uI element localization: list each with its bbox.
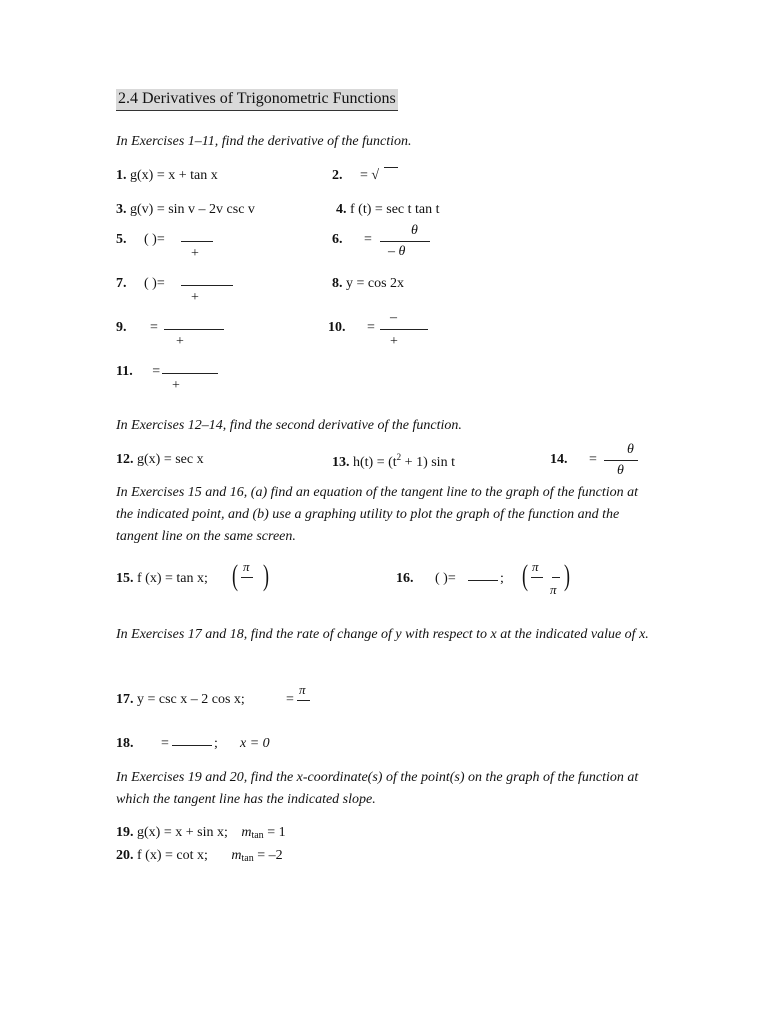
exercise-number: 1. <box>116 168 127 183</box>
exercise-8 <box>332 277 404 291</box>
fraction-denominator: + <box>390 334 398 349</box>
exercise-lhs: = <box>589 452 597 467</box>
exercise-lhs: = <box>152 364 161 379</box>
exercise-number: 11. <box>116 364 133 379</box>
fraction-denominator: + <box>191 290 199 305</box>
instruction-2: In Exercises 12–14, find the second derivative of the function. <box>116 418 462 433</box>
semicolon: ; <box>214 736 218 751</box>
right-paren: ) <box>564 559 570 592</box>
semicolon: ; <box>500 571 504 586</box>
exercise-3 <box>116 203 255 217</box>
exercise-6 <box>332 233 372 247</box>
fraction-numerator: θ <box>411 223 418 238</box>
radical-overline <box>384 167 398 168</box>
exercise-number: 10. <box>328 320 346 335</box>
fraction-numerator: – <box>390 310 397 325</box>
fraction-bar <box>380 241 430 242</box>
exercise-expression: g(x) = sec x <box>137 452 204 467</box>
exercise-number: 14. <box>550 452 568 467</box>
exercise-expression-b: + 1) sin t <box>401 455 455 470</box>
exercise-1 <box>116 169 218 183</box>
exercise-number: 20. <box>116 848 134 863</box>
exercise-number: 9. <box>116 320 127 335</box>
exercise-expression: g(x) = x + sin x; <box>137 825 228 840</box>
exercise-5 <box>116 233 165 247</box>
exercise-7 <box>116 277 165 291</box>
pi-denominator: π <box>550 582 557 597</box>
fraction-denominator: + <box>191 246 199 261</box>
pi-numerator: π <box>299 682 306 697</box>
exercise-15 <box>116 572 208 586</box>
exercise-lhs: = <box>150 320 158 335</box>
slope-value: = 1 <box>263 825 286 840</box>
slope-subscript: tan <box>251 830 264 841</box>
exercise-13 <box>332 453 455 470</box>
exercise-20 <box>116 849 283 864</box>
equals-sign: = <box>286 692 294 707</box>
x-value: x = 0 <box>240 736 270 751</box>
exercise-number: 3. <box>116 202 127 217</box>
fraction-bar <box>164 329 224 330</box>
instruction-1: In Exercises 1–11, find the derivative of the function. <box>116 134 412 149</box>
fraction-bar <box>380 329 428 330</box>
exercise-lhs: ( )= <box>144 232 165 247</box>
fraction-bar <box>531 577 543 578</box>
exercise-number: 5. <box>116 232 127 247</box>
exercise-expression: f (x) = cot x; <box>137 848 208 863</box>
fraction-numerator: θ <box>627 442 634 457</box>
exercise-expression: g(x) = x + tan x <box>130 168 218 183</box>
exercise-number: 4. <box>336 202 347 217</box>
exercise-expression: = √ <box>360 168 380 183</box>
exercise-number: 8. <box>332 276 343 291</box>
fraction-bar <box>468 580 498 581</box>
exercise-expression-a: h(t) = (t <box>353 455 397 470</box>
exercise-number: 19. <box>116 825 134 840</box>
exercise-lhs: ( )= <box>435 571 456 586</box>
exercise-12 <box>116 453 204 467</box>
minus-sign <box>552 577 560 578</box>
exercise-number: 15. <box>116 571 134 586</box>
fraction-bar <box>297 700 310 701</box>
instruction-5: In Exercises 19 and 20, find the x-coordinate(s) of the point(s) on the graph of the function at which the tangent line has the indicated slope. <box>116 770 639 807</box>
fraction-bar <box>241 577 253 578</box>
exercise-number: 13. <box>332 455 350 470</box>
exercise-number: 2. <box>332 168 343 183</box>
fraction-bar <box>172 745 212 746</box>
exercise-expression: f (x) = tan x; <box>137 571 208 586</box>
slope-m: m <box>241 825 252 840</box>
exercise-11 <box>116 365 160 379</box>
exercise-lhs: ( )= <box>144 276 165 291</box>
fraction-denominator: + <box>172 378 180 393</box>
exponent: 2 <box>396 452 402 462</box>
exercise-9 <box>116 321 158 335</box>
left-paren: ( <box>232 559 238 592</box>
section-title: 2.4 Derivatives of Trigonometric Functions <box>116 89 398 111</box>
fraction-denominator: θ <box>617 463 624 478</box>
exercise-lhs: = <box>161 736 169 751</box>
exercise-19 <box>116 826 286 841</box>
exercise-lhs: = <box>364 232 372 247</box>
exercise-number: 16. <box>396 571 414 586</box>
exercise-2 <box>332 169 379 183</box>
exercise-17 <box>116 693 245 707</box>
exercise-expression: g(v) = sin v – 2v csc v <box>130 202 255 217</box>
fraction-bar <box>181 241 213 242</box>
exercise-number: 7. <box>116 276 127 291</box>
instruction-4: In Exercises 17 and 18, find the rate of change of y with respect to x at the indicated value of x. <box>116 627 649 642</box>
exercise-18 <box>116 737 169 751</box>
exercise-number: 18. <box>116 736 134 751</box>
slope-value: = –2 <box>253 848 283 863</box>
left-paren: ( <box>522 559 528 592</box>
exercise-lhs: = <box>367 320 375 335</box>
pi-numerator: π <box>243 559 250 574</box>
exercise-expression: y = csc x – 2 cos x; <box>137 692 245 707</box>
fraction-bar <box>162 373 218 374</box>
exercise-16 <box>396 572 456 586</box>
fraction-denominator: + <box>176 334 184 349</box>
fraction-bar <box>604 460 638 461</box>
right-paren: ) <box>263 559 269 592</box>
fraction-denominator: – θ <box>388 244 406 259</box>
exercise-10 <box>328 321 375 335</box>
slope-m: m <box>231 848 242 863</box>
pi-numerator: π <box>532 559 539 574</box>
exercise-expression: f (t) = sec t tan t <box>350 202 440 217</box>
exercise-number: 17. <box>116 692 134 707</box>
exercise-number: 6. <box>332 232 343 247</box>
exercise-4 <box>336 203 440 217</box>
exercise-expression: y = cos 2x <box>346 276 405 291</box>
fraction-bar <box>181 285 233 286</box>
exercise-14 <box>550 453 597 467</box>
exercise-number: 12. <box>116 452 134 467</box>
instruction-3: In Exercises 15 and 16, (a) find an equation of the tangent line to the graph of the function at the indicated point, and (b) use a graphing utility to plot the graph of the function and the tangent line on the same screen. <box>116 485 639 544</box>
slope-subscript: tan <box>241 853 254 864</box>
